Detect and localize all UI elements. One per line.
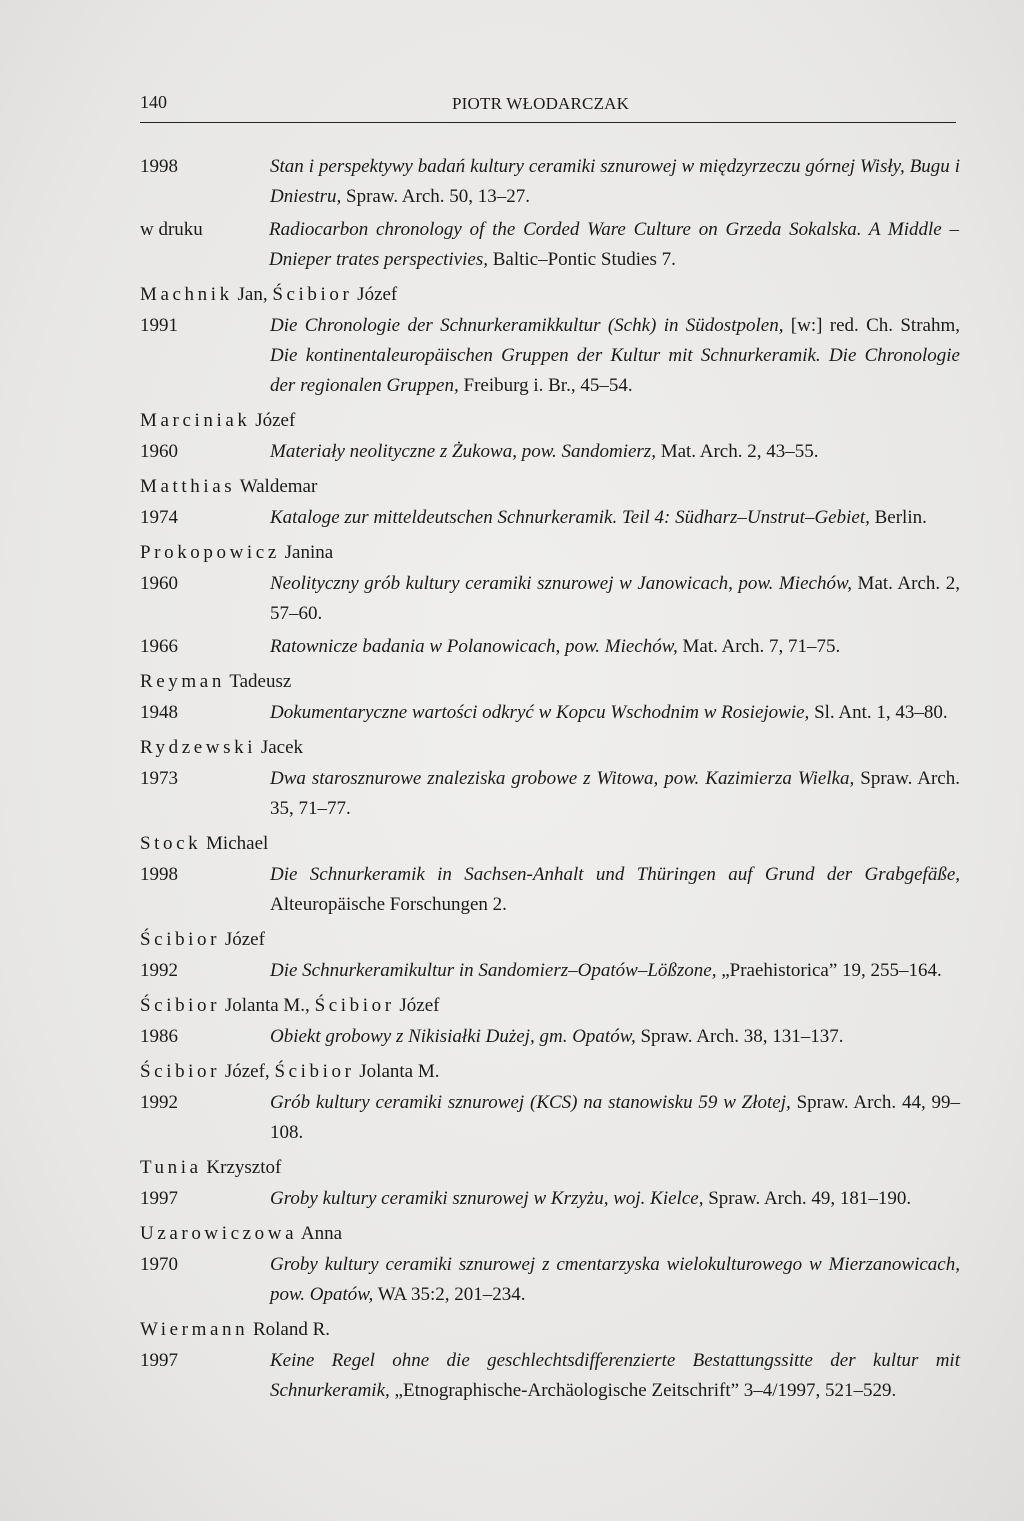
entry-year: 1986 xyxy=(140,1026,178,1047)
author-heading xyxy=(140,665,960,698)
entry-citation xyxy=(270,311,960,401)
author-surname: Ścibior xyxy=(140,929,221,950)
author-forename: Jacek xyxy=(256,737,304,758)
author-forename: Jan, xyxy=(232,284,273,305)
entry-title: Dokumentaryczne wartości odkryć w Kopcu Wschodnim w Rosiejowie, xyxy=(270,702,810,723)
author-heading xyxy=(140,470,960,503)
entry-title: Ratownicze badania w Polanowicach, pow. Miechów, xyxy=(270,636,678,657)
entry-citation xyxy=(270,698,960,728)
entry-source: WA 35:2, 201–234. xyxy=(373,1284,526,1305)
author-forename: Józef xyxy=(394,995,440,1016)
entry-citation xyxy=(270,1022,960,1052)
author-surname: Ścibior xyxy=(274,1061,355,1082)
author-heading xyxy=(140,536,960,569)
author-surname: Marciniak xyxy=(140,410,251,431)
bib-entry xyxy=(140,1088,960,1148)
entry-year: 1973 xyxy=(140,768,178,789)
entry-source: Mat. Arch. 2, 57–60. xyxy=(270,573,960,624)
entry-title: Die Schnurkeramik in Sachsen-Anhalt und Thüringen auf Grund der Grabgefäße, xyxy=(270,864,960,885)
entry-citation xyxy=(270,437,960,467)
bibliography-list xyxy=(140,152,960,1409)
bib-entry xyxy=(140,1022,960,1052)
entry-title: Grób kultury ceramiki sznurowej (KCS) na stanowisku 59 w Złotej, xyxy=(270,1092,791,1113)
author-surname: Ścibior xyxy=(314,995,395,1016)
author-forename: Waldemar xyxy=(235,476,318,497)
author-surname: Reyman xyxy=(140,671,225,692)
entry-citation xyxy=(270,632,960,662)
author-forename: Józef xyxy=(352,284,398,305)
author-forename: Jolanta M., xyxy=(220,995,315,1016)
entry-title: Kataloge zur mitteldeutschen Schnurkeramik. Teil 4: Südharz–Unstrut–Gebiet, xyxy=(270,507,870,528)
entry-year: 1974 xyxy=(140,507,178,528)
entry-year: 1948 xyxy=(140,702,178,723)
author-surname: Stock xyxy=(140,833,202,854)
entry-citation xyxy=(270,1250,960,1310)
entry-citation xyxy=(270,1088,960,1148)
author-heading xyxy=(140,1313,960,1346)
entry-source: [w:] red. Ch. Strahm, xyxy=(783,315,961,336)
author-forename: Jolanta M. xyxy=(354,1061,440,1082)
entry-source: Freiburg i. Br., 45–54. xyxy=(458,375,633,396)
author-heading xyxy=(140,923,960,956)
entry-year: 1997 xyxy=(140,1188,178,1209)
entry-citation xyxy=(270,152,960,212)
entry-source: „Praehistorica” 19, 255–164. xyxy=(716,960,942,981)
entry-source: Spraw. Arch. 35, 71–77. xyxy=(270,768,960,819)
bib-entry xyxy=(140,1346,960,1406)
author-heading xyxy=(140,731,960,764)
author-forename: Krzysztof xyxy=(201,1157,282,1178)
author-surname: Tunia xyxy=(140,1157,202,1178)
entry-year: 1991 xyxy=(140,315,178,336)
entry-title: Die Chronologie der Schnurkeramikkultur (Schk) in Südostpolen, xyxy=(270,315,784,336)
entry-citation xyxy=(270,764,960,824)
entry-year: 1998 xyxy=(140,864,178,885)
author-surname: Uzarowiczowa xyxy=(140,1223,298,1244)
entry-citation xyxy=(270,503,960,533)
author-surname: Rydzewski xyxy=(140,737,257,758)
entry-source: Mat. Arch. 2, 43–55. xyxy=(655,441,819,462)
entry-year: w druku xyxy=(140,219,203,240)
author-forename: Roland R. xyxy=(248,1319,331,1340)
bib-entry xyxy=(140,437,960,467)
bib-entry xyxy=(140,764,960,824)
entry-title: Die Schnurkeramikultur in Sandomierz–Opatów–Lößzone, xyxy=(270,960,717,981)
entry-year: 1970 xyxy=(140,1254,178,1275)
author-forename: Józef xyxy=(250,410,296,431)
bib-entry xyxy=(140,698,960,728)
entry-year: 1997 xyxy=(140,1350,178,1371)
author-surname: Matthias xyxy=(140,476,236,497)
running-head: PIOTR WŁODARCZAK xyxy=(452,94,630,113)
author-heading xyxy=(140,989,960,1022)
entry-citation xyxy=(270,1184,960,1214)
entry-source: Spraw. Arch. 50, 13–27. xyxy=(341,186,530,207)
entry-citation xyxy=(270,956,960,986)
author-forename: Józef, xyxy=(220,1061,275,1082)
entry-title: Obiekt grobowy z Nikisiałki Dużej, gm. Opatów, xyxy=(270,1026,636,1047)
entry-citation xyxy=(270,569,960,629)
author-heading xyxy=(140,1217,960,1250)
author-surname: Ścibior xyxy=(272,284,353,305)
author-forename: Anna xyxy=(297,1223,342,1244)
entry-citation xyxy=(270,860,960,920)
entry-title: Groby kultury ceramiki sznurowej z cmentarzyska wielokulturowego w Mierzanowicach, pow. Opatów, xyxy=(270,1254,960,1305)
entry-source: Sl. Ant. 1, 43–80. xyxy=(809,702,948,723)
author-surname: Ścibior xyxy=(140,995,221,1016)
entry-year: 1966 xyxy=(140,636,178,657)
author-forename: Janina xyxy=(279,542,334,563)
author-heading xyxy=(140,404,960,437)
page-number: 140 xyxy=(140,92,167,112)
entry-source: Berlin. xyxy=(869,507,927,528)
entry-source: Spraw. Arch. 44, 99–108. xyxy=(270,1092,960,1143)
entry-title: Dwa starosznurowe znaleziska grobowe z Witowa, pow. Kazimierza Wielka, xyxy=(270,768,855,789)
entry-source: Mat. Arch. 7, 71–75. xyxy=(677,636,841,657)
bib-entry xyxy=(140,311,960,401)
author-surname: Prokopowicz xyxy=(140,542,280,563)
author-forename: Michael xyxy=(201,833,269,854)
entry-title: Keine Regel ohne die geschlechtsdifferenzierte Bestattungssitte der kultur mit Schnurkeramik, xyxy=(270,1350,960,1401)
entry-title: Radiocarbon chronology of the Corded Ware Culture on Grzeda Sokalska. A Middle – Dnieper trates perspectivies, xyxy=(269,219,959,270)
entry-source: Spraw. Arch. 38, 131–137. xyxy=(635,1026,844,1047)
bib-entry xyxy=(140,569,960,629)
entry-year: 1998 xyxy=(140,156,178,177)
author-heading xyxy=(140,1151,960,1184)
bib-entry xyxy=(140,152,960,212)
author-heading xyxy=(140,827,960,860)
entry-year: 1992 xyxy=(140,960,178,981)
bib-entry xyxy=(140,215,960,275)
author-surname: Machnik xyxy=(140,284,233,305)
entry-source: „Etnographische-Archäologische Zeitschrift” 3–4/1997, 521–529. xyxy=(389,1380,897,1401)
author-forename: Józef xyxy=(220,929,265,950)
entry-citation xyxy=(269,215,959,275)
entry-citation xyxy=(270,1346,960,1406)
page-header xyxy=(140,92,956,123)
entry-title: Die kontinentaleuropäischen Gruppen der Kultur mit Schnurkeramik. Die Chronologie der regionalen Gruppen, xyxy=(270,345,960,396)
entry-year: 1992 xyxy=(140,1092,178,1113)
author-heading xyxy=(140,1055,960,1088)
bib-entry xyxy=(140,1250,960,1310)
entry-year: 1960 xyxy=(140,441,178,462)
author-heading xyxy=(140,278,960,311)
author-surname: Ścibior xyxy=(140,1061,221,1082)
entry-title: Groby kultury ceramiki sznurowej w Krzyżu, woj. Kielce, xyxy=(270,1188,704,1209)
author-surname: Wiermann xyxy=(140,1319,249,1340)
bib-entry xyxy=(140,1184,960,1214)
entry-title: Neolityczny grób kultury ceramiki sznurowej w Janowicach, pow. Miechów, xyxy=(270,573,852,594)
entry-source: Baltic–Pontic Studies 7. xyxy=(487,249,676,270)
bib-entry xyxy=(140,503,960,533)
bib-entry xyxy=(140,632,960,662)
entry-title: Materiały neolityczne z Żukowa, pow. Sandomierz, xyxy=(270,441,656,462)
entry-source: Alteuropäische Forschungen 2. xyxy=(270,894,507,915)
bib-entry xyxy=(140,956,960,986)
bib-entry xyxy=(140,860,960,920)
entry-title: Stan i perspektywy badań kultury ceramiki sznurowej w międzyrzeczu górnej Wisły, Bugu i Dniestru, xyxy=(270,156,960,207)
entry-source: Spraw. Arch. 49, 181–190. xyxy=(703,1188,912,1209)
author-forename: Tadeusz xyxy=(224,671,292,692)
entry-year: 1960 xyxy=(140,573,178,594)
